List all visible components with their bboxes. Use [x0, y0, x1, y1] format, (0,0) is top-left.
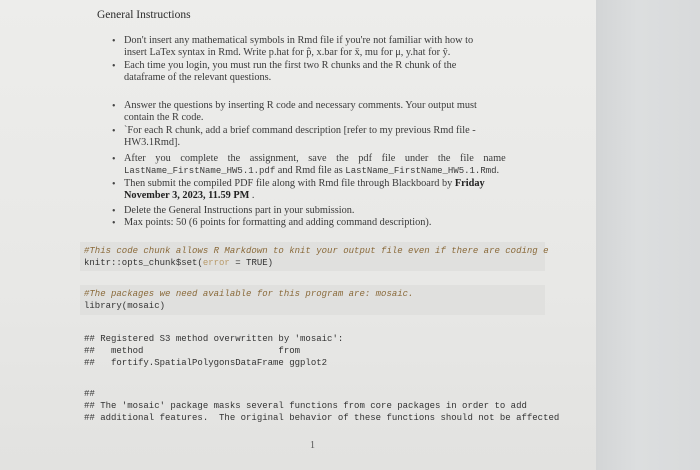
list-item: LastName_FirstName_HW5.1.pdf and Rmd file as LastName_FirstName_HW5.1.Rmd. — [124, 165, 500, 176]
bullet-icon: • — [112, 36, 116, 47]
list-item: contain the R code. — [124, 112, 204, 123]
code-output-line: ## The 'mosaic' package masks several functions from core packages in order to add — [84, 401, 527, 411]
bullet-icon: • — [112, 101, 116, 112]
bullet-icon: • — [112, 61, 116, 72]
bullet-icon: • — [112, 179, 116, 190]
code-line: knitr::opts_chunk$set(error = TRUE) — [84, 258, 274, 268]
list-item: November 3, 2023, 11.59 PM . — [124, 190, 255, 201]
code-output-line: ## additional features. The original behavior of these functions should not be affected — [84, 413, 560, 423]
list-item: Delete the General Instructions part in your submission. — [124, 205, 355, 216]
bullet-icon: • — [112, 126, 116, 137]
page-number: 1 — [310, 440, 315, 451]
list-item: HW3.1Rmd]. — [124, 137, 181, 148]
list-item: Don't insert any mathematical symbols in Rmd file if you're not familiar with how to — [124, 35, 474, 46]
list-item: After you complete the assignment, save the pdf file under the file name — [124, 153, 506, 164]
bullet-icon: • — [112, 154, 116, 165]
list-item: dataframe of the relevant questions. — [124, 72, 272, 83]
list-item: `For each R chunk, add a brief command description [refer to my previous Rmd file - — [124, 125, 476, 136]
code-output-line: ## method from — [84, 346, 301, 356]
list-item: Answer the questions by inserting R code and necessary comments. Your output must — [124, 100, 477, 111]
list-item: Max points: 50 (6 points for formatting and adding command description). — [124, 217, 432, 228]
screen-edge — [596, 0, 700, 470]
code-comment: #The packages we need available for this program are: mosaic. — [84, 289, 414, 299]
code-line: library(mosaic) — [84, 301, 166, 311]
list-item: Then submit the compiled PDF file along with Rmd file through Blackboard by Friday — [124, 178, 485, 189]
list-item: insert LaTex syntax in Rmd. Write p.hat for p̂, x.bar for x̄, mu for μ, y.hat for ŷ. — [124, 47, 451, 58]
list-item: Each time you login, you must run the first two R chunks and the R chunk of the — [124, 60, 457, 71]
code-output-line: ## fortify.SpatialPolygonsDataFrame ggplot2 — [84, 358, 328, 368]
code-output-line: ## — [84, 389, 95, 399]
section-title: General Instructions — [97, 9, 191, 21]
code-comment: #This code chunk allows R Markdown to knit your output file even if there are coding e — [84, 246, 549, 256]
bullet-icon: • — [112, 218, 116, 229]
bullet-icon: • — [112, 206, 116, 217]
code-output-line: ## Registered S3 method overwritten by 'mosaic': — [84, 334, 344, 344]
